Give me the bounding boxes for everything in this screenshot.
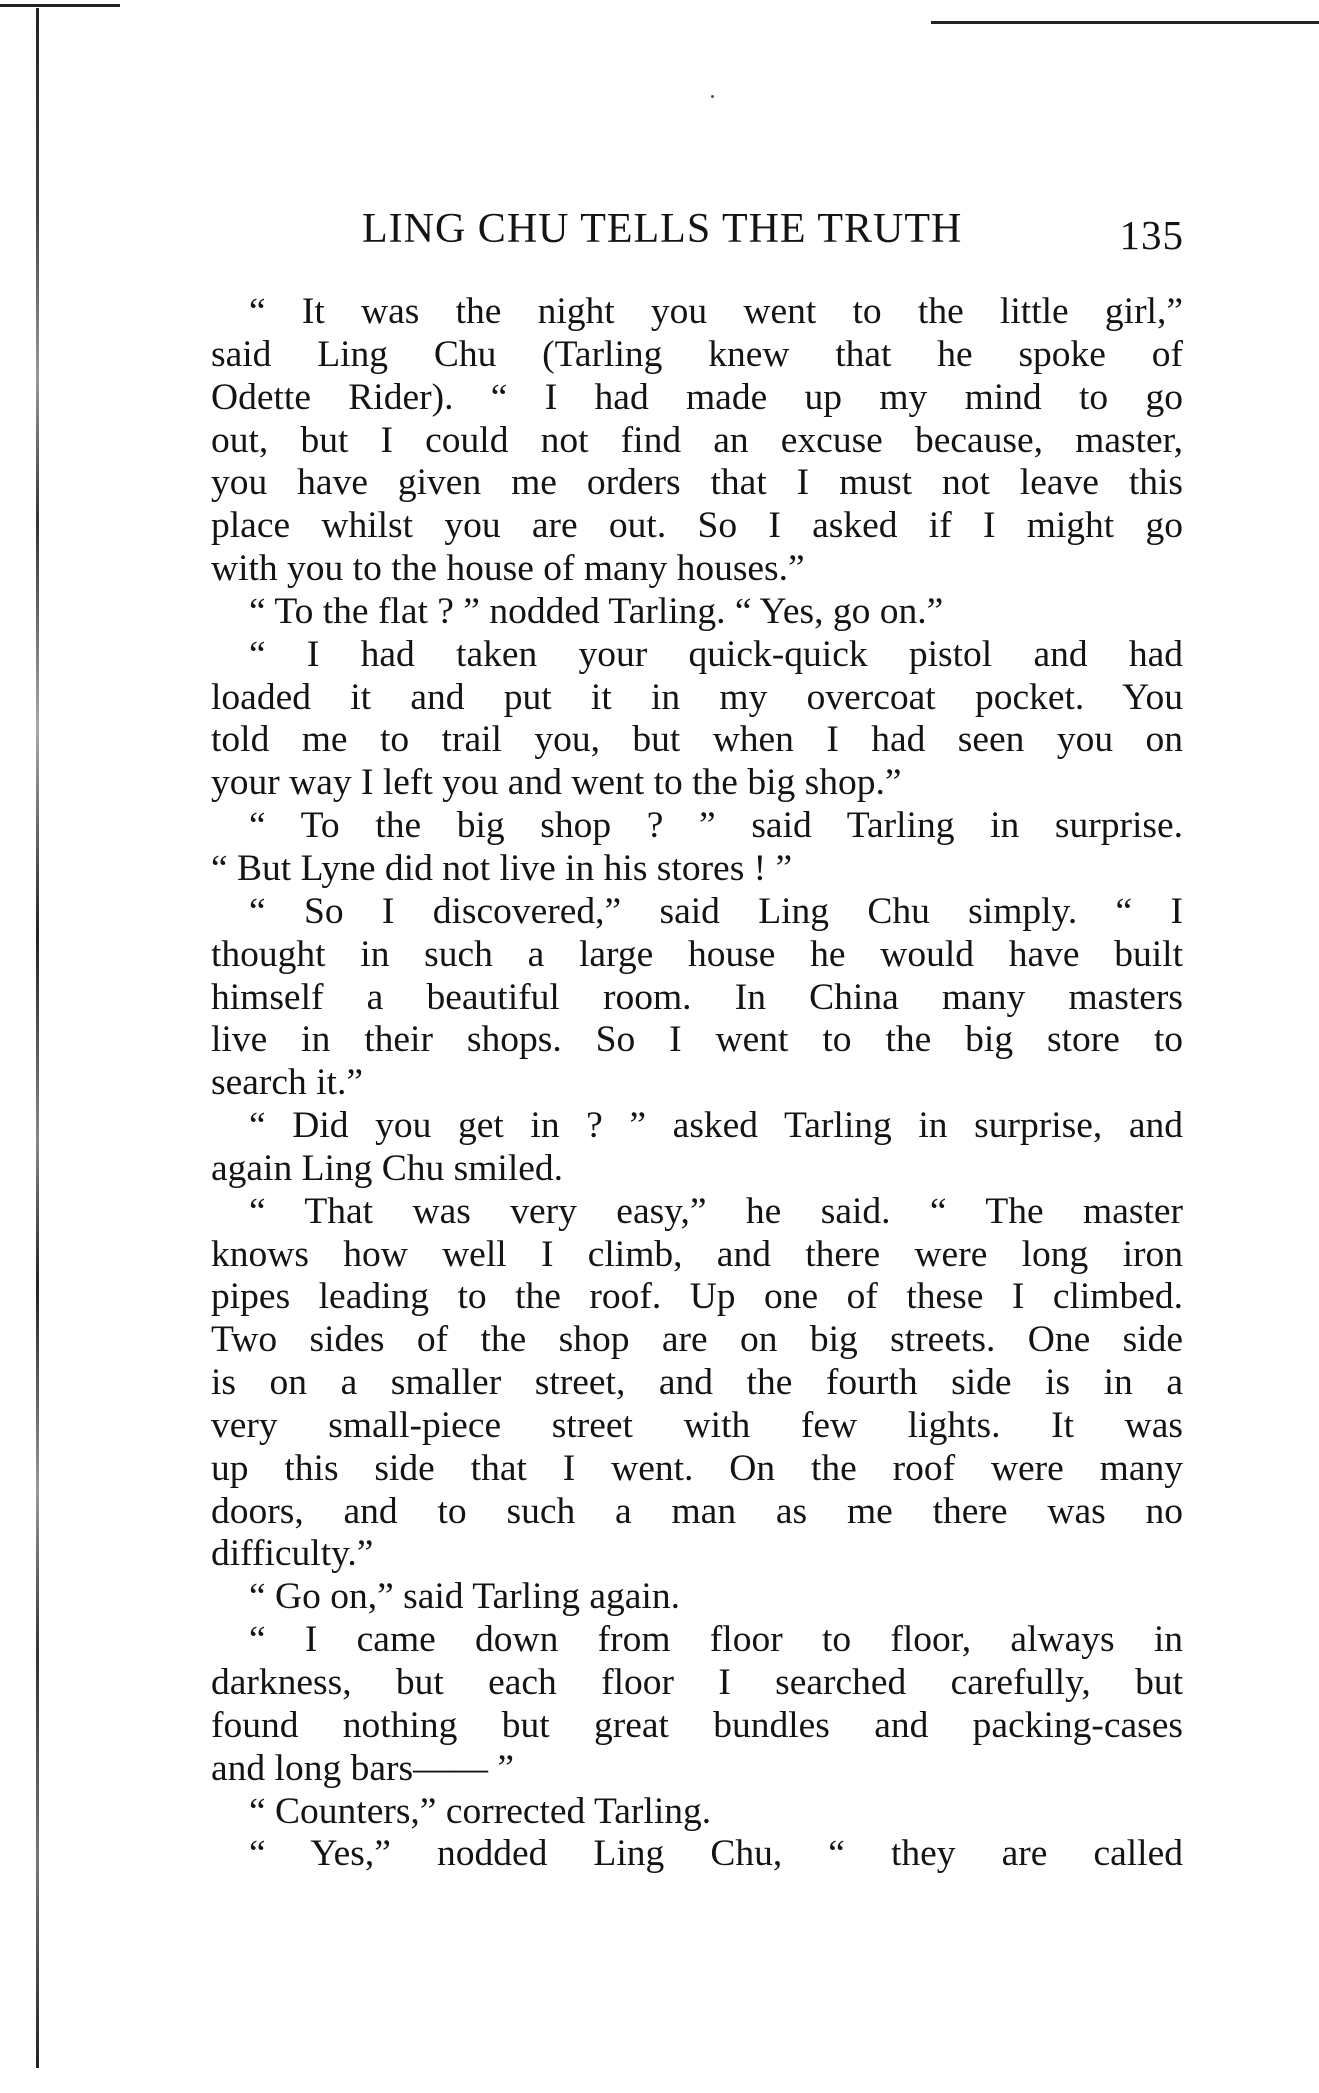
text-line: “ I had taken your quick-quick pistol and had xyxy=(249,633,1183,675)
text-line: Odette Rider). “ I had made up my mind to go xyxy=(211,376,1183,418)
text-line: is on a smaller street, and the fourth side is in a xyxy=(211,1362,1183,1404)
text-line: out, but I could not find an excuse because, master, xyxy=(211,419,1183,461)
text-line: “ That was very easy,” he said. “ The master xyxy=(249,1190,1183,1232)
text-line: difficulty.” xyxy=(211,1533,374,1575)
text-line: with you to the house of many houses.” xyxy=(211,548,805,590)
text-line: himself a beautiful room. In China many masters xyxy=(211,976,1183,1018)
text-line: up this side that I went. On the roof were many xyxy=(211,1447,1183,1489)
text-line: loaded it and put it in my overcoat pocket. You xyxy=(211,676,1183,718)
body-text xyxy=(211,291,1183,1876)
text-line: found nothing but great bundles and packing-cases xyxy=(211,1704,1183,1746)
text-line: you have given me orders that I must not leave this xyxy=(211,462,1183,504)
text-line: told me to trail you, but when I had seen you on xyxy=(211,719,1183,761)
text-line: very small-piece street with few lights. It was xyxy=(211,1404,1183,1446)
text-line: your way I left you and went to the big shop.” xyxy=(211,762,902,804)
text-line: place whilst you are out. So I asked if I might go xyxy=(211,505,1183,547)
text-line: search it.” xyxy=(211,1062,363,1104)
text-line: again Ling Chu smiled. xyxy=(211,1147,564,1189)
text-line: “ Counters,” corrected Tarling. xyxy=(249,1790,712,1832)
scan-binding-edge xyxy=(36,8,39,2068)
page-number: 135 xyxy=(1119,212,1184,258)
scan-corner-mark xyxy=(0,4,120,7)
text-line: darkness, but each floor I searched carefully, but xyxy=(211,1662,1183,1703)
text-line: “ Yes,” nodded Ling Chu, “ they are called xyxy=(249,1833,1183,1875)
text-line: “ So I discovered,” said Ling Chu simply. “ I xyxy=(249,890,1183,932)
running-header xyxy=(362,205,1198,265)
text-line: and long bars—— ” xyxy=(211,1747,515,1789)
text-line: thought in such a large house he would have built xyxy=(211,933,1183,975)
text-line: doors, and to such a man as me there was no xyxy=(211,1490,1183,1532)
scan-top-rule xyxy=(931,21,1319,24)
text-line: pipes leading to the roof. Up one of these I climbed. xyxy=(211,1276,1183,1318)
text-line: Two sides of the shop are on big streets. One side xyxy=(211,1319,1183,1361)
text-line: “ I came down from floor to floor, always in xyxy=(249,1619,1183,1661)
chapter-title: LING CHU TELLS THE TRUTH xyxy=(362,206,963,252)
text-line: “ But Lyne did not live in his stores ! ” xyxy=(211,847,793,889)
text-line: “ Go on,” said Tarling again. xyxy=(249,1576,680,1618)
text-line: “ To the flat ? ” nodded Tarling. “ Yes, go on.” xyxy=(249,590,944,632)
text-line: “ It was the night you went to the little girl,” xyxy=(249,291,1183,332)
text-line: “ To the big shop ? ” said Tarling in surprise. xyxy=(249,805,1183,847)
text-line: “ Did you get in ? ” asked Tarling in surprise, and xyxy=(249,1105,1183,1147)
text-line: live in their shops. So I went to the big store to xyxy=(211,1019,1183,1061)
text-line: said Ling Chu (Tarling knew that he spoke of xyxy=(211,333,1183,375)
text-line: knows how well I climb, and there were long iron xyxy=(211,1233,1183,1275)
scan-speck xyxy=(711,95,714,98)
